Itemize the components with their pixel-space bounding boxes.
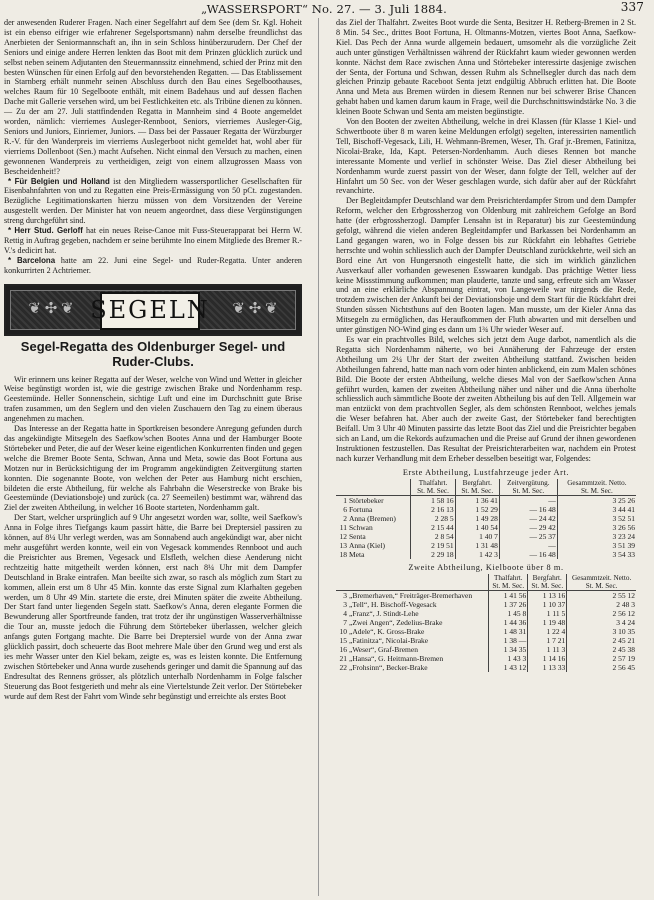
cell-berg: 1 52 29 [455, 505, 499, 514]
cell-zeit: 2 45 38 [567, 645, 636, 654]
results-table [336, 574, 636, 672]
table-row [336, 618, 636, 627]
news-item [4, 256, 302, 276]
news-item-heading: * Barcelona [8, 255, 56, 265]
cell-name: „Weser“, Graf-Bremen [349, 645, 418, 655]
cell-zeit: — 16 48 [499, 505, 557, 514]
cell-name: Anna (Bremen) [349, 514, 396, 524]
table-row [336, 609, 636, 618]
table-row [336, 663, 636, 672]
cell-pos: 2 [343, 514, 347, 524]
cell-name: „Adele“, K. Gross-Brake [349, 627, 425, 637]
cell-zeit: — 16 48 [499, 550, 557, 559]
cell-pos: 7 [343, 618, 347, 628]
column-header: Thalfahrt. St. M. Sec. [489, 574, 528, 591]
news-item-heading: * Für Belgien und Holland [8, 176, 110, 186]
cell-berg: 1 19 48 [528, 618, 567, 627]
table-row [336, 636, 636, 645]
paragraph: Es war ein prachtvolles Bild, welches sich jetzt dem Auge darbot, namentlich als die Regatta sich Nordenhamm näherte, wo bei Annäherung der Fahrzeuge der ersten Abtheilung um 2¼ Uhr der Start der zweiten Abtheilung stattfand. Zwischen beiden Abtheilungen fahrend, hatte man nach vorn oder hinten anblickend, ein zum Malen schönes Bild. Die Boote der ersten Abtheilung, welche dieses Mal von der Saefkow'schen Anna geführt wurden, kamen der zweiten Abtheilung näher und näher und die Anna überholte schliesslich auch sämmtliche Boote der zweiten Abtheilung bis auf den Tell. Allgemein war man entzückt von dem prachtvollen Segler, als dem schönsten Rennboot, welches jemals die Weser befahren hat. Aber auch der zweite Gast, der Störtebeker fand berechtigten Beifall. Um 3 Uhr 40 Minuten passirte das letzte Boot das Ziel und die Preisrichter begaben sich an Land, um die Rekords aufzumachen und die Preise auf Grund der ihnen gewordenen Instruktionen festzustellen. Das Resultat der Preisrichterarbeiten war, nachdem ein Protest nach kurzer Verhandlung mit dem Erheber desselben beseitigt war, Folgendes: [336, 335, 636, 463]
cell-ges: 3 51 39 [557, 541, 636, 550]
table-row [336, 541, 636, 550]
cell-zeit: 2 56 12 [567, 609, 636, 618]
cell-zeit: 3 4 24 [567, 618, 636, 627]
cell-thal: 1 48 31 [489, 627, 528, 636]
news-item-text: ist den Mitgliedern wassersportlicher Gesellschaften für Eisenbahnfahrten von und zu Regatten eine Preis-Ermässigung von 50 pCt. zugestanden. Bezügliche Legitimationskarten hierzu müssen von dem Vorsitzenden der Vereine ausgestellt werden. Der Minister hat von neuem angeordnet, dass diese Vergünstigungen streng durchgeführt sind. [4, 176, 302, 226]
cell-thal: 2 19 51 [411, 541, 455, 550]
column-rule [318, 18, 319, 896]
paragraph: Wir erinnern uns keiner Regatta auf der Weser, welche von Wind und Wetter in gleicher Weise begünstigt worden ist, wie die gestrige zwischen Brake und Nordenhamm resp. Geestemünde. Heller Sonnenschein, sichtige Luft und eine im Durchschnitt gute Brise trafen zusammen, um den Seglern und den vielen Zuschauern den Tag zu einem überaus angenehmen zu machen. [4, 374, 302, 424]
cell-berg: 1 40 54 [455, 523, 499, 532]
cell-pos: 3 [336, 591, 348, 601]
cell-name: „Frohsinn“, Becker-Brake [349, 663, 428, 673]
cell-zeit: — 29 42 [499, 523, 557, 532]
cell-name: Meta [349, 550, 365, 560]
cell-thal: 2 29 18 [411, 550, 455, 559]
cell-berg: 1 22 4 [528, 627, 567, 636]
cell-pos: 22 [339, 663, 347, 673]
news-item [4, 177, 302, 227]
table-row [336, 591, 636, 601]
cell-thal: 1 34 35 [489, 645, 528, 654]
cell-name: „Hansa“, G. Heitmann-Bremen [349, 654, 444, 664]
cell-berg: 1 14 16 [528, 654, 567, 663]
cell-ges: 3 23 24 [557, 532, 636, 541]
cell-pos: 15 [339, 636, 347, 646]
table-row [336, 627, 636, 636]
column-header: Gesammtzeit. Netto. St. M. Sec. [567, 574, 636, 591]
cell-thal: 1 38 — [489, 636, 528, 645]
cell-zeit: 2 57 19 [567, 654, 636, 663]
ornament-icon: ❦ ✣ ❦ [28, 300, 74, 317]
column-header: Zeitvergütung. St. M. Sec. [499, 479, 557, 496]
cell-pos: 13 [339, 541, 347, 551]
paragraph: das Ziel der Thalfahrt. Zweites Boot wurde die Senta, Besitzer H. Retberg-Bremen in 2 St. 8 Min. 54 Sec., drittes Boot Fortuna, H. Oltmanns-Motzen, viertes Boot Anna, Saefkow-Kiel. Das Pech der Anna wurde allgemein bedauert, umsomehr als die vorzügliche Zeit auch unter günstigen Verhältnissen während der Rückfahrt kaum wieder gewonnen werden konnte. Nächst dem Race zwischen Anna und Störtebeker interessirte dasjenige zwischen der Senta, der Fortuna und Schwan, dessen Ruhm als Schnellsegler durch das nach dem gleichen Prinzip gebaute Raceboot Senta jetzt endgültig Abbruch erlitten hat. Die Boote Anna und Meta aus Bremen würden in diesem Rennen nur bei schwerer Brise Chancen gehabt haben und kamen darum kaum in Frage, weil die Durchschnittswindstärke No. 3 die kleinen Boote Schwan und Senta am meisten begünstigte. [336, 18, 636, 117]
news-item-text: hatte am 22. Juni eine Segel- und Ruder-Regatta. Unter anderen konkurrirten 2 Achtriemer. [4, 255, 302, 275]
page-number: 337 [620, 0, 644, 14]
table-row [336, 505, 636, 514]
cell-ges: 3 44 41 [557, 505, 636, 514]
paragraph: Von den Booten der zweiten Abtheilung, welche in drei Klassen (für Klasse 1 Kiel- und Schwertboote über 8 m waren keine Meldungen erfolgt) segelten, interessirten namentlich Tell, Bischoff-Vegesack, Lili, H. Wehmann-Bremen, Weser, Th. Graf jr.-Bremen, Fatinitza, Nicolai-Brake, Ida, Kapt. Petersen-Nordenhamm. Auch dieses Rennen bot manche interessante Momente und verlief in schönster Weise. Das Ziel dieser Abtheilung bei Nordenhamm wurde zuerst passirt von der Weser, dann folgte der Tell, welcher auf der Hinfahrt um 50 Sec. von der Weser geschlagen wurde, sich dafür aber auf der Rückfahrt revanchirte. [336, 117, 636, 196]
table-title: Erste Abtheilung, Lustfahrzeuge jeder Art. [402, 467, 570, 477]
cell-pos: 6 [343, 505, 347, 515]
cell-pos: 16 [339, 645, 347, 655]
cell-thal: 2 15 44 [411, 523, 455, 532]
cell-thal: 2 28 5 [411, 514, 455, 523]
cell-thal: 1 43 12 [489, 663, 528, 672]
cell-berg: 1 40 7 [455, 532, 499, 541]
cell-pos: 10 [339, 627, 347, 637]
cell-pos: 1 [336, 496, 348, 506]
cell-ges: 3 25 26 [557, 496, 636, 506]
cell-name: Anna (Kiel) [349, 541, 386, 551]
cell-zeit: 2 55 12 [567, 591, 636, 601]
cell-zeit: — 25 37 [499, 532, 557, 541]
cell-thal: 1 37 26 [489, 600, 528, 609]
cell-zeit: — [499, 496, 557, 506]
news-item [4, 226, 302, 256]
left-column [4, 18, 302, 701]
cell-thal: 2 8 54 [411, 532, 455, 541]
cell-name: Fortuna [349, 505, 373, 515]
section-banner [4, 284, 302, 336]
paragraph: der anwesenden Ruderer Fragen. Nach einer Segelfahrt auf dem See (dem Sr. Kgl. Hoheit ist ein ebenso eifriger wie erfahrener Segelsportsmann) nahm derselbe freundlichst das Anerbieten der Seniormannschaft an, ihn in sein Schloss hinüberzurudern. Der Chef der Seniors und einige andere Herren lenkten das Boot mit dem Prinzen glücklich zurück und selbst neben seinem Adjutanten den Steuermannssitz einnehmend, schied der Prinz mit den besten Wünschen für einen Erfolg auf den bevorstehenden Regatten. — Das Etablissement in Starnberg erhält nunmehr seinen Abschluss durch den Bau eines Segelboothauses, welches Raum für 10 Segelboote enthält, mit einem Badehaus und auf dessen flachen Dache mit Gallerie versehen wird, um bei Festlichkeiten etc. als Tribüne dienen zu können. — Zu der am 27. Juli stattfindenden Regatta in Mannheim sind 4 Boote angemeldet worden, nämlich: vierriemes Ausleger-Rennboot, Seniors, vierriemes Ausleger-Gig, Seniors und Juniors, Einriemer, Juniors. — Dass bei der Passauer Regatta der Würzburger R.-V. für den Wanderpreis im vierriems Auslegerboot nicht gemeldet hat, wohl aber für vierriems Dollenboot (Sen.) macht Aufsehen. Nicht einmal den Versuch zu machen, einen gewonnenen Wanderpreis zu vertheidigen, zeigt von einem allzugrossen Maass von Bescheidenheit!? [4, 18, 302, 176]
cell-berg: 1 11 5 [528, 609, 567, 618]
table-row [336, 532, 636, 541]
paragraph: Das Interesse an der Regatta hatte in Sportkreisen besondere Anregung gefunden durch das angekündigte Mitsegeln des Saefkow'schen Bootes Anna und der Hamburger Boote Störtebeker und Peter, die auf der Weser keine eigentlichen Konkurrenten finden und gegen welche die Bremer Boote Senta, Schwan, Anna und Meta, sowie das Boot Fortuna aus Motzen nur in Berücksichtigung der im Programm angekündigten Zeitvergütung starten konnten. Die sogenannte Boote, von welchen der Peter aus Hamburg nicht erschien, bildeten die erste Abtheilung, für welche als Fahrbahn die Weserstrecke von Brake bis Geestemünde (Deviationsboje) und zurück (ca. 27 Seemeilen) bestimmt war, während das Ziel der zweiten Abtheilung, in welcher 16 Boote starteten, Nordenhamm galt. [4, 424, 302, 513]
news-item-text: hat ein neues Reise-Canoe mit Fuss-Steuerapparat bei Herrn W. Rettig in Auftrag gegeben, nachdem er seine berühmte Ino einem Mitgliede des Bremer R.-V.'s dedicirt hat. [4, 226, 303, 255]
cell-thal: 2 16 13 [411, 505, 455, 514]
right-column [336, 18, 636, 672]
cell-pos: 3 [343, 600, 347, 610]
cell-name: „Tell“, H. Bischoff-Vegesack [349, 600, 437, 610]
cell-pos: 11 [339, 523, 347, 533]
cell-zeit: — 24 42 [499, 514, 557, 523]
table-row [336, 496, 636, 506]
cell-name: „Zwei Angen“, Zedelius-Brake [349, 618, 443, 628]
news-item-heading: * Herr Stud. Gerloff [8, 226, 83, 236]
cell-ges: 3 54 33 [557, 550, 636, 559]
column-header: Bergfahrt. St. M. Sec. [528, 574, 567, 591]
cell-name: Senta [349, 532, 366, 542]
banner-title: SEGELN [100, 292, 200, 330]
cell-berg: 1 7 21 [528, 636, 567, 645]
page-header [4, 0, 644, 16]
paragraph: Der Start, welcher ursprünglich auf 9 Uhr angesetzt worden war, sollte, weil Saefkow's Anna in Folge ihres Tiefgangs kaum passirt hätte, die Barre bei Dreptersiel passiren zu können, auf 8¼ Uhr verlegt werden, was am Sonnabend auch angekündigt war, aber nicht mehr ausgeführt werden konnte, weil ein von Vegesack kommendes Rennboot und auch die Preisrichter aus Bremen, Vegesack und Elsfleth, welchen diese Aenderung nicht rechtzeitig hatte mitgetheilt werden können, erst nach 8¼ Uhr mit dem Dampfer Deutschland in Brake eintrafen. Man beeilte sich zwar, so rasch als möglich zum Start zu kommen, allein erst um 8 Uhr 45 Min. konnte das erste Signal zum Klarhalten gegeben werden, um 8 Uhr 49 Min. startete die erste, drei Minuten später die zweite Abtheilung. Der Start fand unter liegenden Segeln statt. Saefkow's Anna, deren elegante Formen die Bewunderung aller Sportfreunde fanden, trat trotz der ihr ungünstigen Wasserverhältnisse die Tour an, musste jedoch die Führung dem Störtebeker überlassen, welcher gleich anfangs guten Fortgang machte. Die Barre bei Dreptersiel wurde von der Anna zwar glücklich passirt, doch scheuerte das Boot mehrere Male über den Grund weg und erst als ies mehr Wasser unter den Kiel bekam, zeigte es, was es leisten konnte. Die Entfernung zwischen Störtebeker und Anna wurde zusehends geringer und damit die Spannung auf das Endresultat des Rennens grösser, als plötzlich unterhalb Nordenhamm in Folge falscher Steuerung das Boot festgerieth und mehr als eine Viertelstunde Zeit verlor. Der Störtebeker wurde auf dem Rest der Fahrt vom Winde sehr begünstigt und erreichte als erstes Boot [4, 513, 302, 701]
cell-name: Störtebeker [348, 496, 411, 506]
table-row [336, 645, 636, 654]
cell-name: Schwan [349, 523, 373, 533]
paragraph: Der Begleitdampfer Deutschland war dem Preisrichterdampfer Strom und dem Dampfer Reform, welcher den Erbgrossherzog von Oldenburg mit zahlreichem Gefolge an Bord hatte (der erbgrossherzogl. Dampfer Lensahn ist in Reparatur) bis zur Geestemündung gefolgt, während die vielen anderen Begleitdampfer und Barkassen bei Nordenhamm an Land gegangen waren, wo in Folge dessen bis zur Rückfahrt ein lebhaftes Getriebe herrschte und wohin schliesslich auch der Dampfer Deutschland zurückkehrte, weil sich an Bord eine Art von Hungersnoth eingestellt hatte, die sich im wirklich gänzlichen Ausverkauf aller vorhanden gewesenen Esswaaren kundgab. Das prächtige Wetter liess keine Missstimmung aufkommen; man plauderte, tanzte und sang, erfreute sich am Wasser und an eine erklärliche Abspannung eintrat, von Langeweile war nirgends die Rede, trotzdem zwischen der Ankunft bei der Deviationsboje und dem Start für die Rückfahrt drei Stunden süssen Nichtsthuns auf den Booten lagen. Man musste, um der Kieler Anna das Mitsegeln zu ermöglichen, das Heraufkommen der Fluth abwarten und mit derselben und unter günstigen NO-Wind ging es dann um 1¾ Uhr wieder Weser auf. [336, 196, 636, 335]
article-title: Segel-Regatta des Oldenburger Segel- und Ruder-Clubs. [20, 338, 286, 369]
cell-pos: 12 [339, 532, 347, 542]
table-row [336, 550, 636, 559]
running-title: „WASSERSPORT“ No. 27. — 3. Juli 1884. [201, 2, 447, 16]
ornament-icon: ❦ ✣ ❦ [232, 300, 278, 317]
cell-thal: 1 44 36 [489, 618, 528, 627]
table-row [336, 654, 636, 663]
cell-pos: 21 [339, 654, 347, 664]
cell-pos: 18 [339, 550, 347, 560]
table-row [336, 514, 636, 523]
cell-name: „Fatinitza“, Nicolai-Brake [349, 636, 429, 646]
cell-berg: 1 31 48 [455, 541, 499, 550]
cell-zeit: 3 10 35 [567, 627, 636, 636]
cell-berg: 1 36 41 [455, 496, 499, 506]
cell-berg: 1 11 3 [528, 645, 567, 654]
cell-name: „Franz“, J. Stindt-Lehe [349, 609, 419, 619]
table-row [336, 523, 636, 532]
cell-berg: 1 13 16 [528, 591, 567, 601]
cell-zeit: 2 56 45 [567, 663, 636, 672]
cell-thal: 1 43 3 [489, 654, 528, 663]
cell-thal: 1 41 56 [489, 591, 528, 601]
cell-berg: 1 49 28 [455, 514, 499, 523]
table-row [336, 600, 636, 609]
cell-zeit: — [499, 541, 557, 550]
cell-ges: 3 52 51 [557, 514, 636, 523]
column-header: Bergfahrt. St. M. Sec. [455, 479, 499, 496]
cell-zeit: 2 48 3 [567, 600, 636, 609]
column-header: Thalfahrt. St. M. Sec. [411, 479, 455, 496]
column-header: Gesammtzeit. Netto. St. M. Sec. [557, 479, 636, 496]
results-table [336, 479, 636, 559]
table-title: Zweite Abtheilung, Kielboote über 8 m. [408, 563, 564, 573]
cell-ges: 3 26 56 [557, 523, 636, 532]
cell-thal: 1 45 8 [489, 609, 528, 618]
cell-pos: 4 [343, 609, 347, 619]
cell-thal: 1 58 16 [411, 496, 455, 506]
cell-berg: 1 42 3 [455, 550, 499, 559]
cell-zeit: 2 45 21 [567, 636, 636, 645]
cell-berg: 1 13 33 [528, 663, 567, 672]
cell-berg: 1 10 37 [528, 600, 567, 609]
cell-name: „Bremerhaven,“ Freiträger-Bremerhaven [348, 591, 489, 601]
